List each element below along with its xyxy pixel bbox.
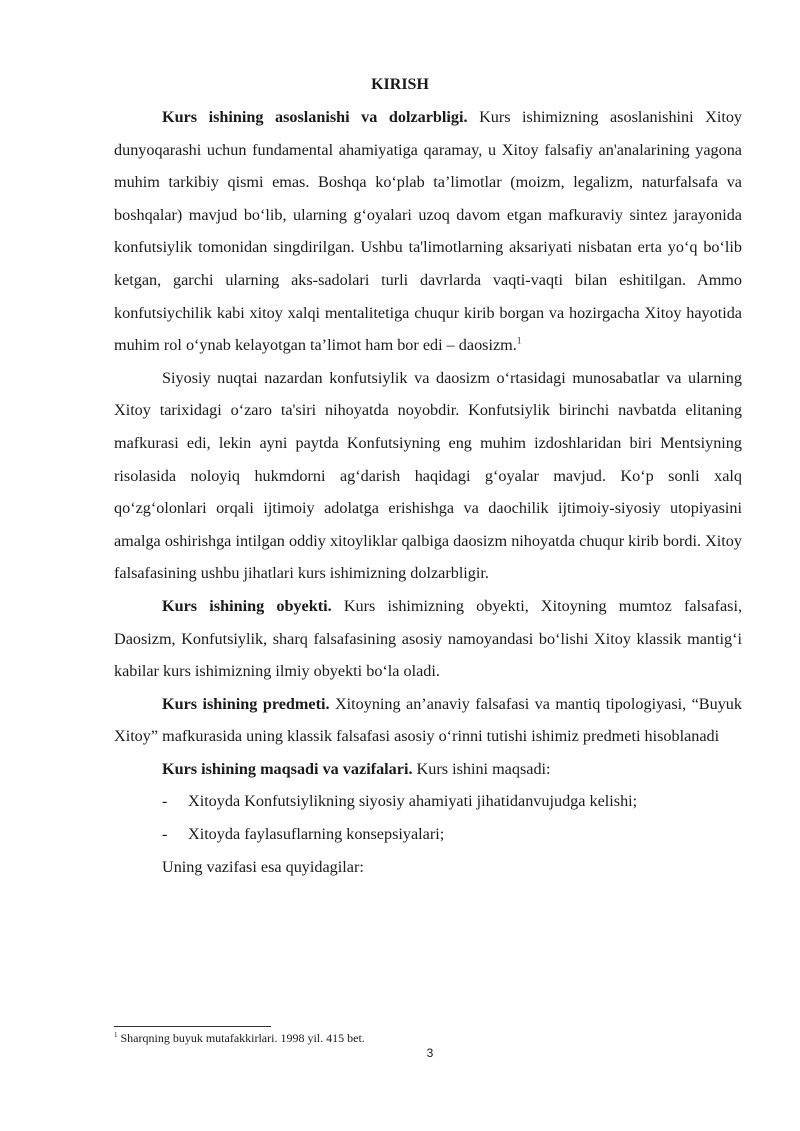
paragraph-text: Kurs ishimizning asoslanishini Xitoy dunyoqarashi uchun fundamental ahamiyatiga qaramay, u Xitoy falsafiy an'analarining yagona muhim tarkibiy qismi emas. Boshqa ko‘plab ta’limotlar (moizm, legalizm, naturfalsafa va boshqalar) mavjud bo‘lib, ularning g‘oyalari uzoq davom etgan mafkuraviy sintez jarayonida konfutsiylik tomonidan singdirilgan. Ushbu ta'limotlarning aksariyati nisbatan erta yo‘q bo‘lib ketgan, garchi ularning aks-sadolari turli davrlarda vaqti-vaqti bilan eshitilgan. Ammo konfutsiychilik kabi xitoy xalqi mentalitetiga chuqur kirib borgan va hozirgacha Xitoy hayotida muhim rol o‘ynab kelayotgan ta’limot ham bor edi – daosizm. bbox=[114, 108, 743, 355]
paragraph-text: Xitoyning an’anaviy falsafasi va mantiq tipologiyasi, “Buyuk Xitoy” mafkurasida uning klassik falsafasi asosiy o‘rinni tutishi ishimiz predmeti hisoblanadi bbox=[114, 694, 742, 746]
list-item-text: Xitoyda Konfutsiylikning siyosiy ahamiyati jihatidanvujudga kelishi; bbox=[188, 792, 638, 811]
paragraph-heading: Kurs ishining predmeti. bbox=[162, 694, 330, 713]
footnote-marker: 1 bbox=[114, 1031, 118, 1039]
paragraph-object bbox=[114, 590, 742, 688]
paragraph-heading: Kurs ishining maqsadi va vazifalari. bbox=[162, 759, 413, 778]
paragraph-relevance bbox=[114, 101, 742, 362]
page-title: KIRISH bbox=[371, 76, 429, 93]
paragraph-text: Kurs ishimizning obyekti, Xitoyning mumtoz falsafasi, Daosizm, Konfutsiylik, sharq falsafasining asosiy namoyandasi bo‘lishi Xitoy klassik mantig‘i kabilar kurs ishimizning ilmiy obyekti bo‘la oladi. bbox=[114, 596, 742, 681]
list-dash: - bbox=[162, 792, 168, 811]
page-number: 3 bbox=[426, 1046, 434, 1060]
list-item-text: Xitoyda faylasuflarning konsepsiyalari; bbox=[188, 825, 445, 844]
paragraph-tasks: Uning vazifasi esa quyidagilar: bbox=[162, 857, 364, 876]
paragraph-text: Kurs ishini maqsadi: bbox=[412, 759, 551, 778]
list-dash: - bbox=[162, 825, 168, 844]
paragraph-heading: Kurs ishining obyekti. bbox=[162, 596, 332, 615]
list-item bbox=[114, 785, 742, 818]
footnote-text: Sharqning buyuk mutafakkirlari. 1998 yil. 415 bet. bbox=[117, 1031, 365, 1045]
paragraph-political-view bbox=[114, 362, 742, 590]
paragraph-heading: Kurs ishining asoslanishi va dolzarbligi. bbox=[162, 108, 468, 126]
paragraph-subject bbox=[114, 688, 742, 753]
footnote bbox=[114, 1031, 742, 1045]
paragraph-goals bbox=[114, 753, 742, 786]
footnote-reference[interactable]: 1 bbox=[516, 335, 522, 346]
body-text bbox=[114, 101, 742, 883]
list-item bbox=[114, 818, 742, 851]
footnote-divider bbox=[114, 1026, 271, 1027]
paragraph-text: Siyosiy nuqtai nazardan konfutsiylik va daosizm o‘rtasidagi munosabatlar va ularning Xitoy tarixidagi o‘zaro ta'siri nihoyatda noyobdir. Konfutsiylik birinchi navbatda elitaning mafkurasi edi, lekin ayni paytda Konfutsiyning eng muhim izdoshlaridan biri Mentsiyning risolasida noloyiq hukmdorni ag‘darish haqidagi g‘oyalar mavjud. Ko‘p sonli xalq qo‘zg‘olonlari orqali ijtimoiy adolatga erishishga va daochilik ijtimoiy-siyosiy utopiyasini amalga oshirishga intilgan oddiy xitoyliklar qalbiga daosizm nihoyatda chuqur kirib bordi. Xitoy falsafasining ushbu jihatlari kurs ishimizning dolzarbligir. bbox=[114, 368, 742, 583]
